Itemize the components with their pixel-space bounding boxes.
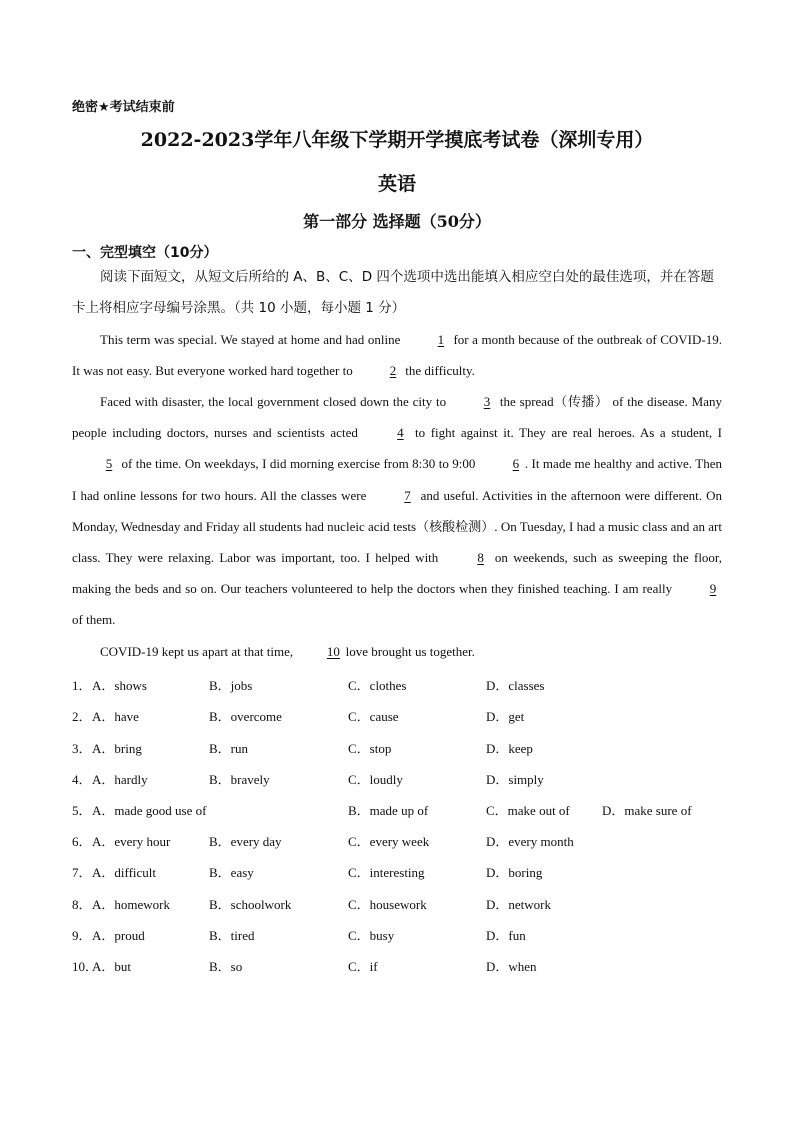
option-d: D．network — [486, 897, 551, 912]
option-a: A．proud — [92, 928, 145, 943]
option-c: C．stop — [348, 741, 392, 756]
question-number: 2． — [72, 709, 92, 724]
question-options-3 — [72, 738, 732, 758]
option-c: C．loudly — [348, 772, 403, 787]
passage-text: for a month because of the outbreak of COVID-19. It was not easy. But everyone worked hard together to — [72, 332, 722, 379]
blank-2: 2 — [389, 363, 397, 379]
blank-7: 7 — [404, 487, 411, 503]
question-options-7 — [72, 862, 732, 882]
blank-1: 1 — [437, 332, 445, 347]
blank-8: 8 — [477, 550, 484, 566]
passage-text: on weekends, such as sweeping the floor, making the beds and so on. Our teachers volunteered to help the doctors when they finished teaching. I am really — [72, 550, 722, 597]
option-b: B．schoolwork — [209, 897, 292, 912]
option-a: A．hardly — [92, 772, 148, 787]
option-c: C．make out of — [486, 803, 570, 818]
option-b: B．jobs — [209, 678, 253, 693]
option-a: A．but — [92, 959, 132, 974]
question-options-10 — [72, 956, 732, 976]
option-a: A．have — [92, 709, 139, 724]
blank-4: 4 — [397, 425, 404, 441]
option-a: A．bring — [92, 741, 142, 756]
option-c: C．every week — [348, 834, 430, 849]
question-options-8 — [72, 894, 732, 914]
passage-text: . It made me healthy and active. Then I had online lessons for two hours. All the classes were — [72, 456, 722, 503]
option-d: D．make sure of — [602, 803, 692, 818]
option-b: B．overcome — [209, 709, 282, 724]
exam-title: 2022-2023学年八年级下学期开学摸底考试卷（深圳专用） — [140, 129, 654, 151]
question-number: 1． — [72, 678, 92, 693]
blank-5: 5 — [105, 456, 113, 472]
question-options-1 — [72, 675, 732, 695]
option-a: A．shows — [92, 678, 147, 693]
option-d: D．get — [486, 709, 525, 724]
option-b: B．tired — [209, 928, 255, 943]
passage-text: to fight against it. They are real heroes. As a student, I — [409, 425, 722, 441]
option-d: D．keep — [486, 741, 533, 756]
option-a: A．every hour — [92, 834, 171, 849]
option-c: C．if — [348, 959, 378, 974]
option-d: D．boring — [486, 865, 543, 880]
passage-text: of the time. On weekdays, I did morning exercise from 8:30 to 9:00 — [118, 456, 479, 472]
question-options-5 — [72, 800, 732, 820]
blank-6: 6 — [512, 456, 520, 472]
option-d: D．classes — [486, 678, 545, 693]
section-instructions: 阅读下面短文，从短文后所给的 A、B、C、D 四个选项中选出能填入相应空白处的最佳选项，并在答题卡上将相应字母编号涂黑。（共 10 小题，每小题 1 分） — [72, 269, 714, 316]
option-d: D．when — [486, 959, 537, 974]
passage-text: the difficulty. — [402, 363, 475, 379]
question-number: 9． — [72, 928, 92, 943]
option-b: B．made up of — [348, 803, 429, 818]
option-c: C．cause — [348, 709, 399, 724]
option-d: D．fun — [486, 928, 526, 943]
passage-text: This term was special. We stayed at home and had online — [100, 332, 404, 347]
option-b: B．easy — [209, 865, 254, 880]
question-number: 6． — [72, 834, 92, 849]
option-d: D．every month — [486, 834, 574, 849]
passage-paragraph-3 — [72, 636, 722, 667]
passage-text: and useful. Activities in the afternoon were different. On Monday, Wednesday and Friday all students had nucleic acid tests（核酸检测）. On Tuesday, I had a music class and an art class. They were relaxing. Labor was important, too. I helped with — [72, 487, 722, 566]
option-a: A．homework — [92, 897, 170, 912]
section-heading: 一、完型填空（10分） — [72, 245, 218, 261]
passage-text: love brought us together. — [342, 644, 475, 659]
question-options-6 — [72, 831, 732, 851]
question-options-4 — [72, 769, 732, 789]
option-c: C．busy — [348, 928, 395, 943]
passage-paragraph-2 — [72, 386, 722, 636]
option-b: B．run — [209, 741, 249, 756]
passage-paragraph-1 — [72, 324, 722, 386]
question-number: 7． — [72, 865, 92, 880]
option-b: B．every day — [209, 834, 282, 849]
option-c: C．interesting — [348, 865, 425, 880]
passage-text: the spread（传播） of the disease. Many people including doctors, nurses and scientists acted — [72, 394, 722, 441]
part-heading: 第一部分 选择题（50分） — [303, 212, 491, 231]
option-c: C．housework — [348, 897, 427, 912]
passage-text: of them. — [72, 612, 116, 628]
passage-text: Faced with disaster, the local government closed down the city to — [100, 394, 451, 409]
blank-3: 3 — [483, 394, 491, 409]
question-options-9 — [72, 925, 732, 945]
subject-title: 英语 — [377, 173, 416, 195]
option-c: C．clothes — [348, 678, 407, 693]
blank-9: 9 — [709, 581, 717, 597]
passage-text: COVID-19 kept us apart at that time, — [100, 644, 297, 659]
question-number: 3． — [72, 741, 92, 756]
question-options-2 — [72, 706, 732, 726]
option-b: B．bravely — [209, 772, 270, 787]
blank-10: 10 — [326, 644, 340, 659]
option-b: B．so — [209, 959, 243, 974]
question-number: 10． — [72, 959, 99, 974]
option-a: A．made good use of — [92, 803, 207, 818]
option-d: D．simply — [486, 772, 544, 787]
question-number: 4． — [72, 772, 92, 787]
question-number: 5． — [72, 803, 92, 818]
option-a: A．difficult — [92, 865, 157, 880]
confidential-label: 绝密★考试结束前 — [72, 100, 175, 115]
question-number: 8． — [72, 897, 92, 912]
